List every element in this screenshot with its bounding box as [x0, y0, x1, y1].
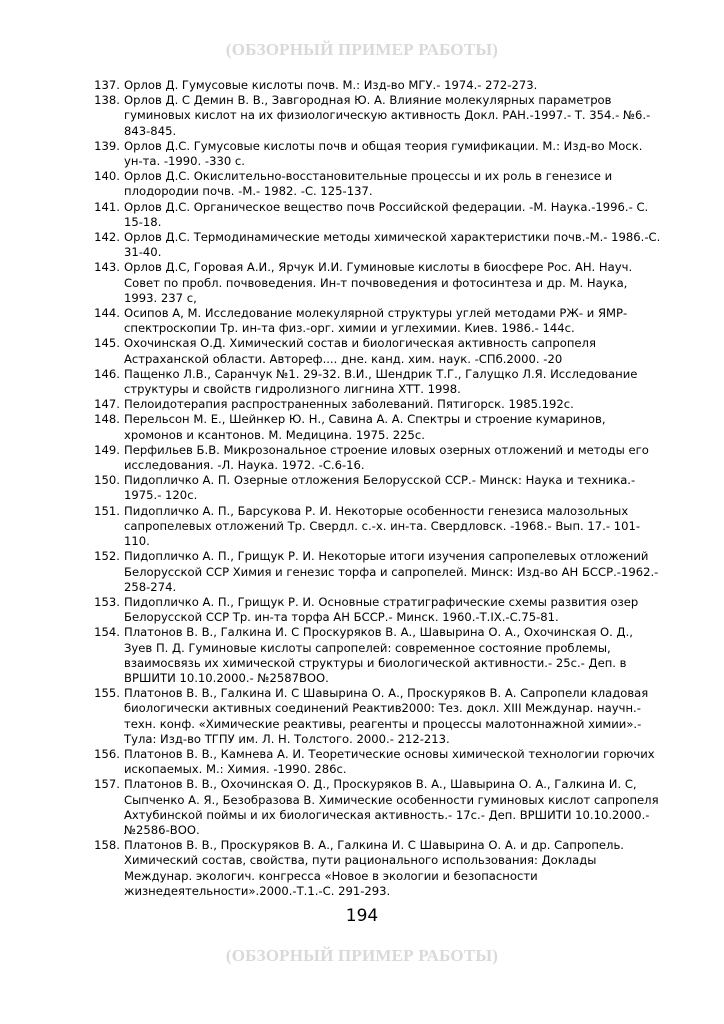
reference-number: 157.	[94, 777, 120, 792]
reference-number: 141.	[94, 199, 120, 214]
reference-text: Платонов В. В., Галкина И. С Шавырина О. А., Проскуряков В. А. Сапропели кладовая биологически активных соединений Реактив2000: Тез. докл. XIII Междунар. научн.-техн. конф. «Химические реактивы, реагенты и процессы малотоннажной химии».- Тула: Изд-во ТГПУ им. Л. Н. Толстого. 2000.- 212-213.	[124, 686, 649, 746]
reference-number: 148.	[94, 412, 120, 427]
reference-text: Платонов В. В., Галкина И. С Проскуряков В. А., Шавырина О. А., Охочинская О. Д., Зуев П. Д. Гуминовые кислоты сапропелей: современное состояние проблемы, взаимосвязь их химической структуры и биологической активности.- 25с.- Деп. в ВРШИТИ 10.10.2000.- №2587ВОО.	[124, 625, 633, 685]
reference-text: Пидопличко А. П. Озерные отложения Белорусской ССР.- Минск: Наука и техника.- 1975.- 120с.	[124, 473, 636, 503]
reference-item	[94, 199, 664, 230]
reference-number: 149.	[94, 442, 120, 457]
reference-text: Орлов Д.С. Гумусовые кислоты почв и общая теория гумификации. М.: Изд-во Моск. ун-та. -1990. -330 с.	[124, 138, 643, 169]
reference-number: 145.	[94, 336, 120, 351]
reference-number: 147.	[94, 397, 120, 412]
reference-item	[94, 93, 664, 139]
reference-number: 143.	[94, 260, 120, 275]
reference-list	[94, 78, 664, 899]
reference-item	[94, 594, 664, 625]
reference-number: 158.	[94, 838, 120, 853]
reference-number: 154.	[94, 625, 120, 640]
reference-text: Пидопличко А. П., Грищук Р. И. Основные стратиграфические схемы развития озер Белорусской ССР Тр. ин-та торфа АН БССР.- Минск. 1960.-Т.IX.-С.75-81.	[124, 594, 639, 625]
reference-text: Платонов В. В., Проскуряков В. А., Галкина И. С Шавырина О. А. и др. Сапропель. Химический состав, свойства, пути рационального использования: Доклады Междунар. экологич. конгресса «Новое в экологии и безопасности жизнедеятельности».2000.-Т.1.-С. 291-293.	[124, 838, 624, 898]
reference-text: Пащенко Л.В., Саранчук №1. 29-32. В.И., Шендрик Т.Г., Галущко Л.Я. Исследование структуры и свойств гидролизного лигнина ХТТ. 1998.	[124, 366, 638, 397]
reference-text: Охочинская О.Д. Химический состав и биологическая активность сапропеля Астраханской области. Автореф.... дне. канд. хим. наук. -СПб.2000. -20	[124, 336, 596, 366]
reference-item	[94, 503, 664, 550]
reference-text: Орлов Д.С. Окислительно-восстановительные процессы и их роль в генезисе и плодородии почв. -М.- 1982. -С. 125-137.	[124, 169, 613, 199]
reference-item	[94, 336, 664, 366]
reference-number: 142.	[94, 230, 120, 245]
page-number: 194	[345, 906, 379, 926]
reference-text: Орлов Д. Гумусовые кислоты почв. М.: Изд-во МГУ.- 1974.- 272-273.	[124, 78, 538, 92]
reference-item	[94, 625, 664, 686]
reference-item	[94, 306, 664, 336]
reference-item	[94, 442, 664, 473]
reference-number: 150.	[94, 473, 120, 488]
reference-text: Платонов В. В., Охочинская О. Д., Проскуряков В. А., Шавырина О. А., Галкина И. С, Сыпченко А. Я., Безобразова В. Химические особенности гуминовых кислот сапропеля Ахтубинской поймы и их биологическая активность.- 17с.- Деп. ВРШИТИ 10.10.2000.- №2586-ВОО.	[124, 777, 659, 837]
reference-number: 151.	[94, 503, 120, 518]
reference-item	[94, 230, 664, 260]
reference-item	[94, 169, 664, 199]
reference-text: Пидопличко А. П., Грищук Р. И. Некоторые итоги изучения сапропелевых отложений Белорусской ССР Химия и генезис торфа и сапропелей. Минск: Изд-во АН БССР.-1962.- 258-274.	[124, 549, 659, 594]
reference-item	[94, 260, 664, 306]
reference-text: Орлов Д.С. Органическое вещество почв Российской федерации. -М. Наука.-1996.- С. 15-18.	[124, 199, 649, 229]
reference-text: Орлов Д.С, Горовая А.И., Ярчук И.И. Гуминовые кислоты в биосфере Рос. АН. Науч. Совет по пробл. почвоведения. Ин-т почвоведения и фотосинтеза и др. М. Наука, 1993. 237 с,	[124, 260, 633, 305]
reference-item	[94, 686, 664, 747]
reference-text: Перельсон М. Е., Шейнкер Ю. Н., Савина А. А. Спектры и строение кумаринов, хромонов и ксантонов. М. Медицина. 1975. 225с.	[124, 412, 606, 442]
reference-number: 153.	[94, 594, 120, 609]
reference-item	[94, 397, 664, 412]
reference-item	[94, 746, 664, 777]
reference-item	[94, 366, 664, 397]
reference-number: 144.	[94, 306, 120, 321]
reference-text: Орлов Д. С Демин В. В., Завгородная Ю. А. Влияние молекулярных параметров гуминовых кислот на их физиологическую активность Докл. РАН.-1997.- Т. 354.- №6.- 843-845.	[124, 93, 651, 138]
reference-number: 155.	[94, 686, 120, 701]
reference-text: Платонов В. В., Камнева А. И. Теоретические основы химической технологии горючих ископаемых. М.: Химия. -1990. 286с.	[124, 746, 655, 777]
reference-item	[94, 473, 664, 503]
reference-text: Осипов А, М. Исследование молекулярной структуры углей методами РЖ- и ЯМР-спектроскопии Тр. ин-та физ.-орг. химии и углехимии. Киев. 1986.- 144с.	[124, 306, 628, 336]
reference-text: Перфильев Б.В. Микрозональное строение иловых озерных отложений и методы его исследования. -Л. Наука. 1972. -С.6-16.	[124, 442, 649, 473]
reference-number: 156.	[94, 746, 120, 761]
reference-number: 138.	[94, 93, 120, 108]
reference-text: Пелоидотерапия распространенных заболеваний. Пятигорск. 1985.192с.	[124, 397, 574, 412]
reference-item	[94, 138, 664, 169]
reference-text: Орлов Д.С. Термодинамические методы химической характеристики почв.-М.- 1986.-С. 31-40.	[124, 230, 661, 260]
reference-text: Пидопличко А. П., Барсукова Р. И. Некоторые особенности генезиса малозольных сапропелевых отложений Тр. Свердл. с.-х. ин-та. Свердловск. -1968.- Вып. 17.- 101-110.	[124, 503, 641, 549]
reference-item	[94, 777, 664, 838]
watermark-top: (ОБЗОРНЫЙ ПРИМЕР РАБОТЫ)	[225, 40, 499, 59]
reference-item	[94, 78, 664, 93]
reference-item	[94, 549, 664, 595]
reference-number: 146.	[94, 366, 120, 381]
reference-number: 152.	[94, 549, 120, 564]
reference-number: 140.	[94, 169, 120, 184]
reference-item	[94, 838, 664, 899]
reference-number: 139.	[94, 138, 120, 153]
reference-item	[94, 412, 664, 442]
watermark-bottom: (ОБЗОРНЫЙ ПРИМЕР РАБОТЫ)	[225, 946, 499, 965]
reference-number: 137.	[94, 78, 120, 92]
